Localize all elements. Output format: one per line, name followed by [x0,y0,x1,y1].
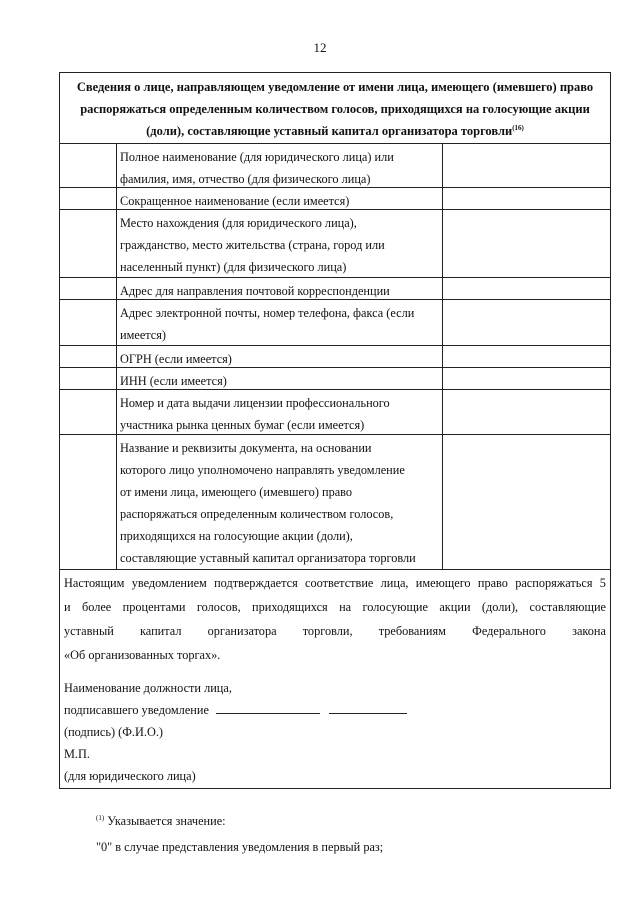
notification-form [59,72,611,789]
row-label-cell: Место нахождения (для юридического лица), гражданство, место жительства (страна, город или населенный пункт) (для физического лица) [116,210,443,277]
footnote-line-1: $^{(1)}$ Указывается значение: [96,813,226,828]
confirmation-line-4: «Об организованных торгах». [64,648,221,662]
row-label-cell: Адрес для направления почтовой корреспонденции [116,278,443,299]
confirmation-line-3: уставный капитал организатора торговли, требованиям Федерального закона [64,624,606,638]
row-number-cell [60,390,117,434]
signature-block [64,677,407,787]
section-header [60,73,610,144]
row-value-cell[interactable] [443,278,610,299]
legal-entity-label: (для юридического лица) [64,769,196,783]
confirmation-text [64,571,606,667]
table-row-license [60,390,610,435]
row-number-cell [60,210,117,277]
header-line-1: Сведения о лице, направляющем уведомление от имени лица, имеющего (имевшего) право [76,80,594,94]
footnote-mark: (1) [96,813,105,822]
row-label-cell: Адрес электронной почты, номер телефона, факса (если имеется) [116,300,443,345]
row-value-cell[interactable] [443,144,610,187]
table-row-inn [60,368,610,390]
row-number-cell [60,435,117,569]
position-label: Наименование должности лица, [64,681,232,695]
table-row-location [60,210,610,278]
row-number-cell [60,188,117,209]
confirmation-line-2: и более процентами голосов, приходящихся на голосующие акции (доли), составляющие [64,600,606,614]
footnote [96,808,383,860]
table-row-ogrn [60,346,610,368]
row-value-cell[interactable] [443,210,610,277]
row-label-cell: Полное наименование (для юридического лица) или фамилия, имя, отчество (для физического лица) [116,144,443,187]
row-number-cell [60,300,117,345]
signed-label: подписавшего уведомление [64,703,209,717]
table-row-full-name [60,144,610,188]
row-number-cell [60,346,117,367]
row-number-cell [60,368,117,389]
sign-fio-label: (подпись) (Ф.И.О.) [64,725,164,739]
row-label-cell: ОГРН (если имеется) [116,346,443,367]
signed-line [64,699,407,721]
row-value-cell[interactable] [443,368,610,389]
header-line-2: распоряжаться определенным количеством голосов, приходящихся на голосующие акции [80,102,590,116]
footnote-line-2: "0" в случае представления уведомления в первый раз; [96,840,384,854]
row-number-cell [60,278,117,299]
row-value-cell[interactable] [443,300,610,345]
confirmation-line-1: Настоящим уведомлением подтверждается соответствие лица, имеющего право распоряжаться 5 [64,576,606,590]
fio-field[interactable] [329,701,407,714]
table-row-short-name [60,188,610,210]
row-number-cell [60,144,117,187]
row-label-cell: ИНН (если имеется) [116,368,443,389]
row-value-cell[interactable] [443,188,610,209]
row-value-cell[interactable] [443,390,610,434]
table-row-postal-address [60,278,610,300]
header-line-3: (доли), составляющие уставный капитал организатора торговли$^{(16)}$ [146,123,524,138]
table-row-contacts [60,300,610,346]
row-label-cell: Сокращенное наименование (если имеется) [116,188,443,209]
row-value-cell[interactable] [443,346,610,367]
signature-field[interactable] [216,701,320,714]
row-label-cell: Название и реквизиты документа, на основании которого лицо уполномочено направлять уведомление от имени лица, имеющего (имевшего) право распоряжаться определенным количеством голосов, приходящихся на голосующие акции (доли), составляющие уставный капитал организатора торговли [116,435,443,569]
table-row-authority-document [60,435,610,570]
page-number: 12 [313,40,327,55]
footnote-ref: (16) [512,123,524,132]
row-label-cell: Номер и дата выдачи лицензии профессионального участника рынка ценных бумаг (если имеется) [116,390,443,434]
row-value-cell[interactable] [443,435,610,569]
stamp-label: М.П. [64,747,90,761]
